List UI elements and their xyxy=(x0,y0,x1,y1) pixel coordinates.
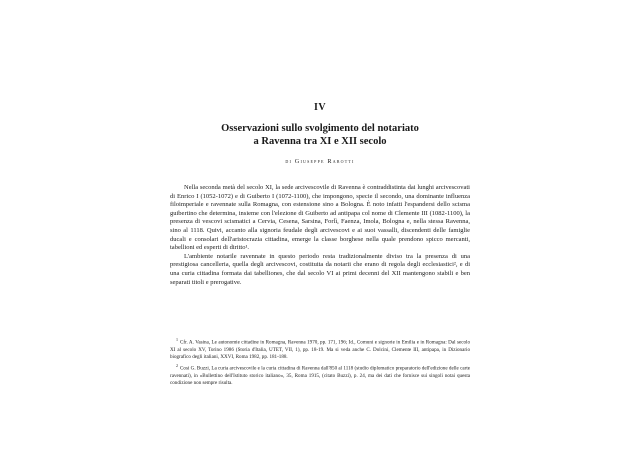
title-line-2: a Ravenna tra XI e XII secolo xyxy=(253,136,387,147)
author-byline: di Giuseppe Rabotti xyxy=(285,158,355,165)
chapter-number: IV xyxy=(313,102,327,113)
footnote-number: 1 xyxy=(176,337,178,342)
footnotes xyxy=(170,337,470,390)
body-text xyxy=(170,184,470,287)
footnote-text: Cfr. A. Vasina, Le autonomie cittadine in Romagna, Ravenna 1970, pp. 171, 196; Id., Comuni e signorie in Emilia e in Romagna: Dal secolo XI al secolo XV, Torino 1986 (Storia d'Italia, UTET, VII, 1), pp. 18-19. Ma si veda anche C. Dolcini, Clemente III, antipapa, in Dizionario biografico degli italiani, XXVI, Roma 1982, pp. 181-188. xyxy=(170,339,470,360)
title-line-1: Osservazioni sullo svolgimento del notariato xyxy=(221,123,419,134)
footnote-number: 2 xyxy=(176,363,178,369)
footnote-text: Così G. Buzzi, La curia arcivescovile e la curia cittadina di Ravenna dall'850 al 1118 (studio diplomatico preparatorio dell'edizione delle carte ravennati), in «Bullettino dell'Istituto storico italiano», 35, Roma 1915, (citato Buzzi), p. 24, ma dei dati che fornisce sui singoli notai questa condizione non sempre risulta. xyxy=(170,366,470,386)
footnote xyxy=(170,337,470,360)
paragraph: L'ambiente notarile ravennate in questo periodo resta tradizionalmente diviso tra la presenza di una prestigiosa cancelleria, quella degli arcivescovi, costituita da notarii che erano di regola degli ecclesiastici², e di una curia cittadina formata dai tabelliones, che dal secolo VI ai primi decenni del XII mantengono stabili e ben separati titoli e prerogative. xyxy=(170,252,470,286)
footnote xyxy=(170,363,470,386)
paragraph: Nella seconda metà del secolo XI, la sede arcivescovile di Ravenna è contraddistinta dai lunghi arcivescovati di Enrico I (1052-1072) e di Guiberto I (1072-1100), che impongono, specie il secondo, una dominante influenza filoimperiale e ravennate sulla Romagna, con estensione sino a Bologna. È noto infatti l'espandersi dello scisma guibertino che determina, insieme con l'elezione di Guiberto ad antipapa col nome di Clemente III (1082-1100), la presenza di vescovi scismatici a Cervia, Cesena, Sarsina, Forlì, Faenza, Imola, Bologna e, nella stessa Ravenna, sino al 1118. Quivi, accanto alla signoria feudale degli arcivescovi e ai suoi vassalli, discendenti delle famiglie ducali e consolari dell'aristocrazia cittadina, emerge la classe borghese nella quale prendono spicco mercanti, tabellioni ed esperti di diritto¹. xyxy=(170,184,470,252)
chapter-title xyxy=(0,122,640,148)
